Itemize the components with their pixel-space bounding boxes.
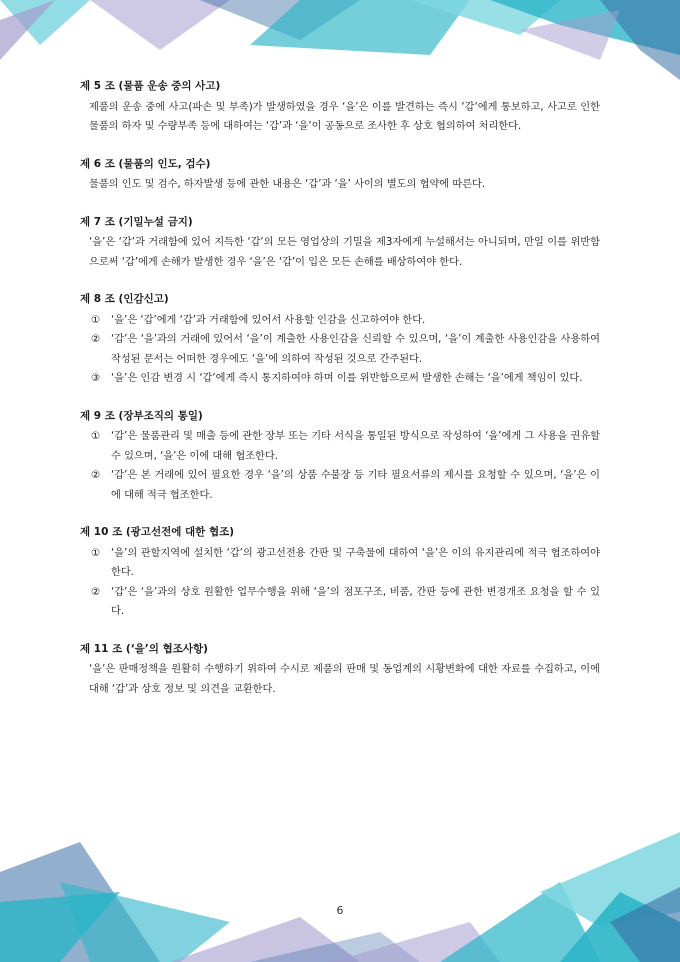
- item-text: ‘갑’은 본 거래에 있어 필요한 경우 ‘을’의 상품 수불장 등 기타 필요서류의 제시를 요청할 수 있으며, ‘을’은 이에 대해 적극 협조한다.: [111, 470, 600, 501]
- list-item: [80, 427, 600, 466]
- list-item: [80, 544, 600, 583]
- item-text: ‘갑’은 물품관리 및 매출 등에 관한 장부 또는 기타 서식을 통일된 방식으로 작성하여 ‘을’에게 그 사용을 권유할 수 있으며, ‘을’은 이에 대해 협조한다.: [111, 431, 600, 462]
- item-marker: ②: [91, 470, 101, 481]
- article-8: [80, 290, 600, 389]
- article-heading: 제 8 조 (인감신고): [80, 293, 169, 305]
- item-marker: ①: [91, 314, 101, 326]
- article-5: [80, 77, 600, 137]
- item-text: ‘갑’은 ‘을’과의 거래에 있어서 ‘을’이 계출한 사용인감을 신뢰할 수 있으며, ‘을’이 계출한 사용인감을 사용하여 작성된 문서는 어떠한 경우에도 ‘을’에 의하여 작성된 것으로 간주된다.: [111, 334, 600, 365]
- item-marker: ①: [91, 547, 101, 559]
- article-9: [80, 407, 600, 506]
- page-number: 6: [336, 904, 344, 917]
- item-marker: ③: [91, 373, 101, 384]
- list-item: [80, 369, 600, 389]
- list-item: [80, 583, 600, 622]
- list-item: [80, 466, 600, 505]
- list-item: [80, 330, 600, 369]
- article-7: [80, 213, 600, 273]
- article-text: ‘을’은 판매정책을 원활히 수행하기 위하여 수시로 제품의 판매 및 동업계의 시황변화에 대한 자료를 수집하고, 이에 대해 ‘갑’과 상호 정보 및 의견을 교환한다.: [89, 664, 600, 695]
- article-text: 제품의 운송 중에 사고(파손 및 부족)가 발생하였을 경우 ‘을’은 이를 발견하는 즉시 ‘갑’에게 통보하고, 사고로 인한 물품의 하자 및 수량부족 등에 대하여는 ‘갑’과 ‘을’이 공동으로 조사한 후 상호 협의하여 처리한다.: [89, 101, 600, 132]
- document-body: [80, 77, 600, 717]
- item-text: ‘을’의 관할지역에 설치한 ‘갑’의 광고선전용 간판 및 구축물에 대하여 ‘을’은 이의 유지관리에 적극 협조하여야 한다.: [111, 547, 600, 578]
- article-heading: 제 10 조 (광고선전에 대한 협조): [80, 526, 235, 538]
- item-text: ‘갑’은 ‘을’과의 상호 원활한 업무수행을 위해 ‘을’의 점포구조, 비품, 간판 등에 관한 변경개조 요청을 할 수 있다.: [111, 586, 600, 617]
- list-item: [80, 311, 600, 331]
- article-text: 물품의 인도 및 검수, 하자발생 등에 관한 내용은 ‘갑’과 ‘을’ 사이의 별도의 협약에 따른다.: [89, 179, 486, 190]
- article-heading: 제 9 조 (장부조직의 통일): [80, 409, 203, 422]
- top-decoration: [0, 0, 680, 80]
- article-text: ‘을’은 ‘갑’과 거래함에 있어 지득한 ‘갑’의 모든 영업상의 기밀을 제3자에게 누설해서는 아니되며, 만일 이를 위반함으로써 ‘갑’에게 손해가 발생한 경우 ‘을’은 ‘갑’이 입은 모든 손해를 배상하여야 한다.: [89, 237, 600, 268]
- article-heading: 제 5 조 (물품 운송 중의 사고): [80, 80, 221, 92]
- item-text: ‘을’은 인감 변경 시 ‘갑’에게 즉시 통지하여야 하며 이를 위반함으로써 발생한 손해는 ‘을’에게 책임이 있다.: [111, 373, 583, 384]
- bottom-decoration: [0, 832, 680, 962]
- item-marker: ②: [91, 334, 101, 345]
- article-11: [80, 640, 600, 700]
- item-text: ‘을’은 ‘갑’에게 ‘갑’과 거래함에 있어서 사용할 인감을 신고하여야 한다.: [111, 314, 426, 326]
- article-heading: 제 6 조 (물품의 인도, 검수): [80, 157, 211, 170]
- item-marker: ②: [91, 586, 101, 598]
- article-heading: 제 11 조 (‘을’의 협조사항): [80, 642, 208, 655]
- article-10: [80, 523, 600, 622]
- item-marker: ①: [91, 431, 101, 442]
- article-6: [80, 155, 600, 195]
- article-heading: 제 7 조 (기밀누설 금지): [80, 215, 193, 228]
